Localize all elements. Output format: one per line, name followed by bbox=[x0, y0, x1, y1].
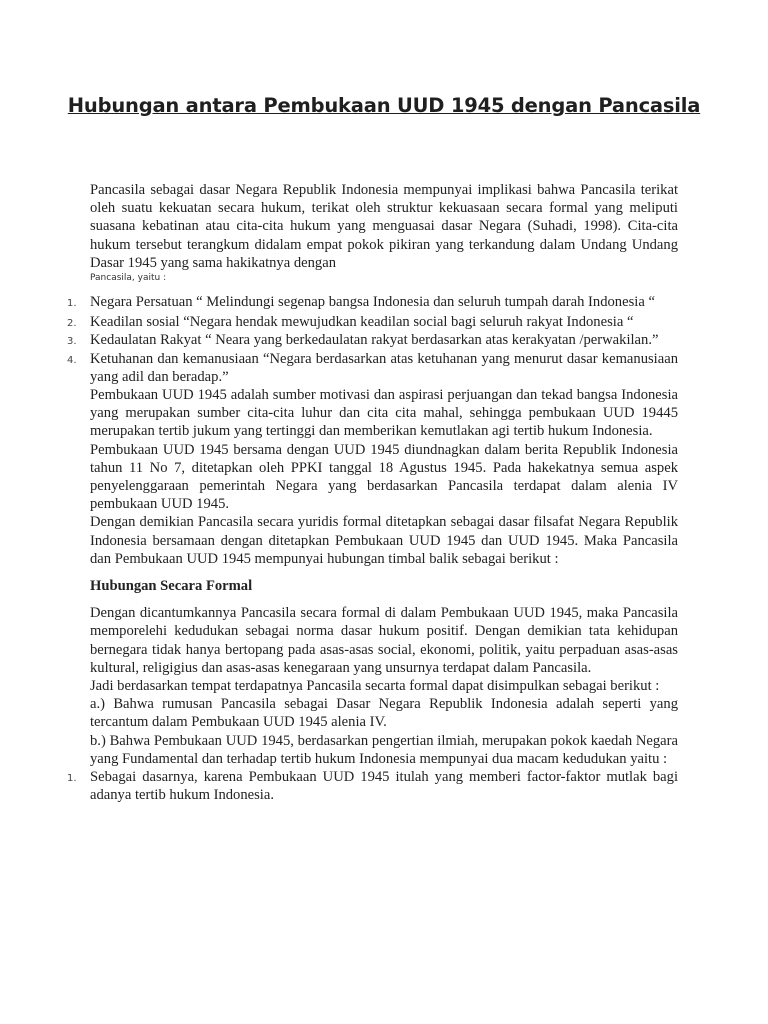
section-heading: Hubungan Secara Formal bbox=[90, 578, 253, 595]
sub-label: Pancasila, yaitu : bbox=[90, 273, 167, 284]
list-item-text: Keadilan sosial “Negara hendak mewujudkan keadilan social bagi seluruh rakyat Indonesia “ bbox=[90, 314, 634, 331]
list-number: 1. bbox=[67, 298, 77, 310]
body-paragraph: Jadi berdasarkan tempat terdapatnya Pancasila secarta formal dapat disimpulkan sebagai berikut : bbox=[90, 678, 660, 695]
list-item bbox=[67, 293, 678, 311]
pokok-pikiran-list bbox=[67, 293, 678, 386]
list-number: 2. bbox=[67, 318, 77, 330]
kedudukan-list bbox=[67, 768, 678, 804]
list-item bbox=[67, 331, 678, 349]
item-b-paragraph: b.) Bahwa Pembukaan UUD 1945, berdasarkan pengertian ilmiah, merupakan pokok kaedah Negara yang Fundamental dan terhadap tertib hukum Indonesia mempunyai dua macam kedudukan yaitu : bbox=[90, 732, 678, 767]
list-item-text: Negara Persatuan “ Melindungi segenap bangsa Indonesia dan seluruh tumpah darah Indonesia “ bbox=[90, 294, 655, 311]
intro-paragraph: Pancasila sebagai dasar Negara Republik Indonesia mempunyai implikasi bahwa Pancasila terikat oleh suatu kekuatan secara hukum, terikat oleh struktur kekuasaan secara formal yang meliputi suasana kebatinan atau cita-cita hukum yang menguasai dasar Negara (Suhadi, 1998). Cita-cita hukum tersebut terangkum didalam empat pokok pikiran yang terkandung dalam Undang Undang Dasar 1945 yang sama hakikatnya dengan bbox=[90, 182, 678, 271]
list-number: 1. bbox=[67, 773, 77, 785]
body-paragraph: Pembukaan UUD 1945 adalah sumber motivasi dan aspirasi perjuangan dan tekad bangsa Indonesia yang merupakan sumber cita-cita luhur dan cita cita mahal, sehingga pembukaan UUD 19445 merupakan tertib jukum yang tertinggi dan memberikan kemutlakan agi tertib hukum Indonesia. bbox=[90, 387, 678, 440]
body-paragraph: Pembukaan UUD 1945 bersama dengan UUD 1945 diundnagkan dalam berita Republik Indonesia tahun 11 No 7, ditetapkan oleh PPKI tanggal 18 Agustus 1945. Pada hakekatnya semua aspek penyelenggaraan pemerintah Negara yang berdasarkan Pancasila terdapat dalam alenia IV pembukaan UUD 1945. bbox=[90, 441, 678, 513]
list-item-text: Kedaulatan Rakyat “ Neara yang berkedaulatan rakyat berdasarkan atas kerakyatan /perwakilan.” bbox=[90, 332, 659, 349]
list-item-text: Ketuhanan dan kemanusiaan “Negara berdasarkan atas ketuhanan yang menurut dasar kemanusiaan yang adil dan beradap.” bbox=[90, 350, 678, 385]
body-paragraph: Dengan demikian Pancasila secara yuridis formal ditetapkan sebagai dasar filsafat Negara Republik Indonesia bersamaan dengan ditetapkan Pembukaan UUD 1945 dan UUD 1945. Maka Pancasila dan Pembukaan UUD 1945 mempunyai hubungan timbal balik sebagai berikut : bbox=[90, 514, 678, 567]
list-number: 3. bbox=[67, 336, 77, 348]
list-item bbox=[67, 768, 678, 804]
list-item-text: Sebagai dasarnya, karena Pembukaan UUD 1945 itulah yang memberi factor-faktor mutlak bagi adanya tertib hukum Indonesia. bbox=[90, 769, 678, 804]
document-title: Hubungan antara Pembukaan UUD 1945 dengan Pancasila bbox=[67, 94, 701, 117]
item-a-paragraph: a.) Bahwa rumusan Pancasila sebagai Dasar Negara Republik Indonesia adalah seperti yang tercantum dalam Pembukaan UUD 1945 alenia IV. bbox=[90, 696, 678, 731]
list-item bbox=[67, 313, 678, 331]
list-item bbox=[67, 350, 678, 386]
document-body bbox=[67, 181, 678, 805]
list-number: 4. bbox=[67, 354, 77, 366]
body-paragraph: Dengan dicantumkannya Pancasila secara formal di dalam Pembukaan UUD 1945, maka Pancasila memporelehi kedudukan sebagai norma dasar hukum positif. Dengan demikian tata kehidupan bernegara tidak hanya bertopang pada asas-asas social, ekonomi, politik, yaitu perpaduan asas-asas kultural, religigius dan asas-asas kenegaraan yang unsurnya terdapat dalam Pancasila. bbox=[90, 605, 678, 676]
